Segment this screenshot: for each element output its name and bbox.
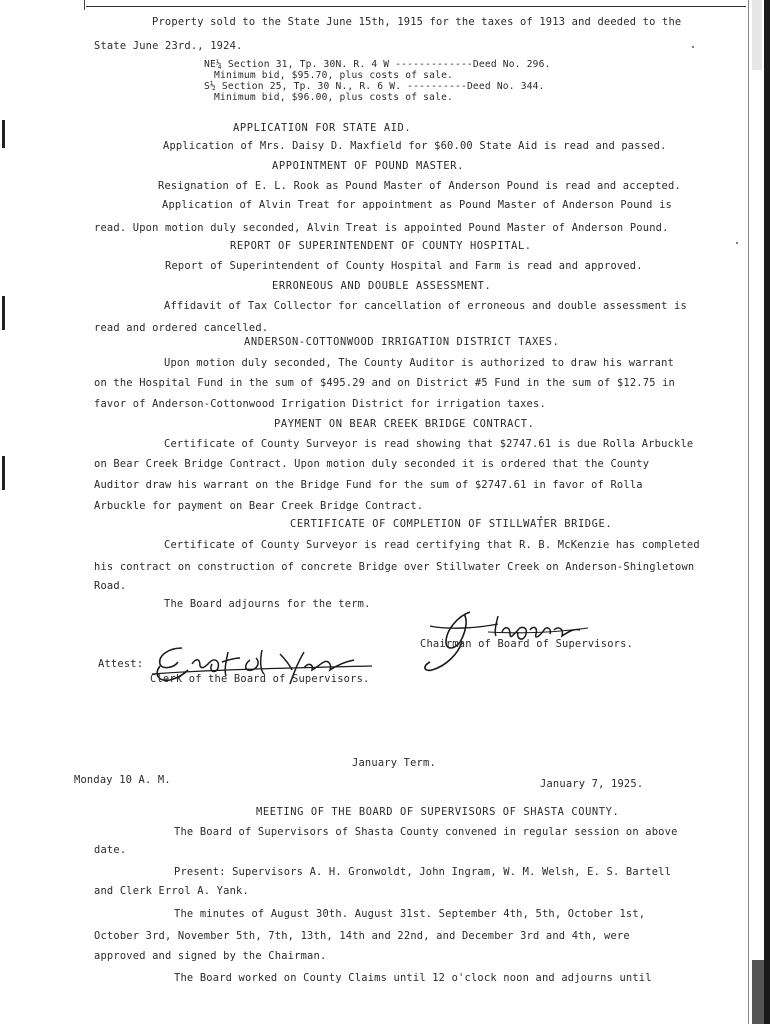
- body-line: Application of Mrs. Daisy D. Maxfield for $60.00 State Aid is read and passed.: [163, 140, 667, 152]
- body-line: Arbuckle for payment on Bear Creek Bridge Contract.: [94, 500, 424, 512]
- body-line: on the Hospital Fund in the sum of $495.29 and on District #5 Fund in the sum of $12.75 in: [94, 377, 676, 389]
- top-edge-line: [86, 6, 746, 7]
- land-entry: S½ Section 25, Tp. 30 N., R. 6 W. ----------Deed No. 344.: [204, 81, 545, 92]
- section-heading: APPOINTMENT OF POUND MASTER.: [272, 160, 464, 172]
- right-edge-shadow: [752, 0, 762, 70]
- body-line: Report of Superintendent of County Hospital and Farm is read and approved.: [165, 260, 643, 272]
- body-line: Certificate of County Surveyor is read showing that $2747.61 is due Rolla Arbuckle: [164, 438, 694, 450]
- right-margin-line: [748, 0, 749, 1024]
- body-line: The minutes of August 30th. August 31st. September 4th, 5th, October 1st,: [174, 908, 646, 920]
- chairman-label: Chairman of Board of Supervisors.: [420, 638, 634, 650]
- body-line: read and ordered cancelled.: [94, 322, 269, 334]
- land-entry: NE¼ Section 31, Tp. 30N. R. 4 W -------------Deed No. 296.: [204, 59, 551, 70]
- body-line: The Board worked on County Claims until 12 o'clock noon and adjourns until: [174, 972, 652, 984]
- section-heading: APPLICATION FOR STATE AID.: [233, 122, 412, 134]
- clerk-label: Clerk of the Board of Supervisors.: [150, 673, 370, 685]
- section-heading: PAYMENT ON BEAR CREEK BRIDGE CONTRACT.: [274, 418, 535, 430]
- section-heading: ANDERSON-COTTONWOOD IRRIGATION DISTRICT TAXES.: [244, 336, 560, 348]
- binding-mark-2: [2, 296, 5, 330]
- binding-mark-3: [2, 456, 5, 490]
- section-heading: REPORT OF SUPERINTENDENT OF COUNTY HOSPITAL.: [230, 240, 532, 252]
- land-entry: Minimum bid, $95.70, plus costs of sale.: [214, 70, 454, 81]
- binding-mark-1: [2, 120, 5, 148]
- body-line: read. Upon motion duly seconded, Alvin Treat is appointed Pound Master of Anderson Pound.: [94, 222, 669, 234]
- left-margin-tick: [84, 0, 85, 10]
- body-line: Road.: [94, 580, 127, 592]
- body-line: Resignation of E. L. Rook as Pound Master of Anderson Pound is read and accepted.: [158, 180, 681, 192]
- body-line: Affidavit of Tax Collector for cancellation of erroneous and double assessment is: [164, 300, 687, 312]
- term-title: January Term.: [352, 757, 436, 769]
- body-line: Application of Alvin Treat for appointment as Pound Master of Anderson Pound is: [162, 199, 672, 211]
- speck: [692, 46, 694, 48]
- body-line: favor of Anderson-Cottonwood Irrigation District for irrigation taxes.: [94, 398, 546, 410]
- meeting-heading: MEETING OF THE BOARD OF SUPERVISORS OF SHASTA COUNTY.: [256, 806, 620, 818]
- body-line: The Board adjourns for the term.: [164, 598, 371, 610]
- land-entry: Minimum bid, $96.00, plus costs of sale.: [214, 92, 454, 103]
- speck: [736, 242, 738, 244]
- session-date: January 7, 1925.: [540, 778, 644, 790]
- body-line: Auditor draw his warrant on the Bridge Fund for the sum of $2747.61 in favor of Rolla: [94, 479, 643, 491]
- body-line: October 3rd, November 5th, 7th, 13th, 14th and 22nd, and December 3rd and 4th, were: [94, 930, 630, 942]
- body-line: his contract on construction of concrete Bridge over Stillwater Creek on Anderson-Shingletown: [94, 561, 695, 573]
- body-line: date.: [94, 844, 127, 856]
- section-heading: CERTIFICATE OF COMPLETION OF STILLWATER BRIDGE.: [290, 518, 613, 530]
- body-line: Present: Supervisors A. H. Gronwoldt, John Ingram, W. M. Welsh, E. S. Bartell: [174, 866, 672, 878]
- session-day: Monday 10 A. M.: [74, 774, 171, 786]
- attest-label: Attest:: [98, 658, 144, 670]
- body-line: approved and signed by the Chairman.: [94, 950, 327, 962]
- body-line: Certificate of County Surveyor is read certifying that R. B. McKenzie has completed: [164, 539, 700, 551]
- section-heading: ERRONEOUS AND DOUBLE ASSESSMENT.: [272, 280, 492, 292]
- right-corner-scuff: [752, 960, 764, 1024]
- body-line: State June 23rd., 1924.: [94, 40, 243, 52]
- right-edge-bar: [764, 0, 770, 1024]
- body-line: The Board of Supervisors of Shasta County convened in regular session on above: [174, 826, 678, 838]
- body-line: Property sold to the State June 15th, 1915 for the taxes of 1913 and deeded to the: [152, 16, 682, 28]
- body-line: on Bear Creek Bridge Contract. Upon motion duly seconded it is ordered that the County: [94, 458, 650, 470]
- body-line: Upon motion duly seconded, The County Auditor is authorized to draw his warrant: [164, 357, 674, 369]
- body-line: and Clerk Errol A. Yank.: [94, 885, 249, 897]
